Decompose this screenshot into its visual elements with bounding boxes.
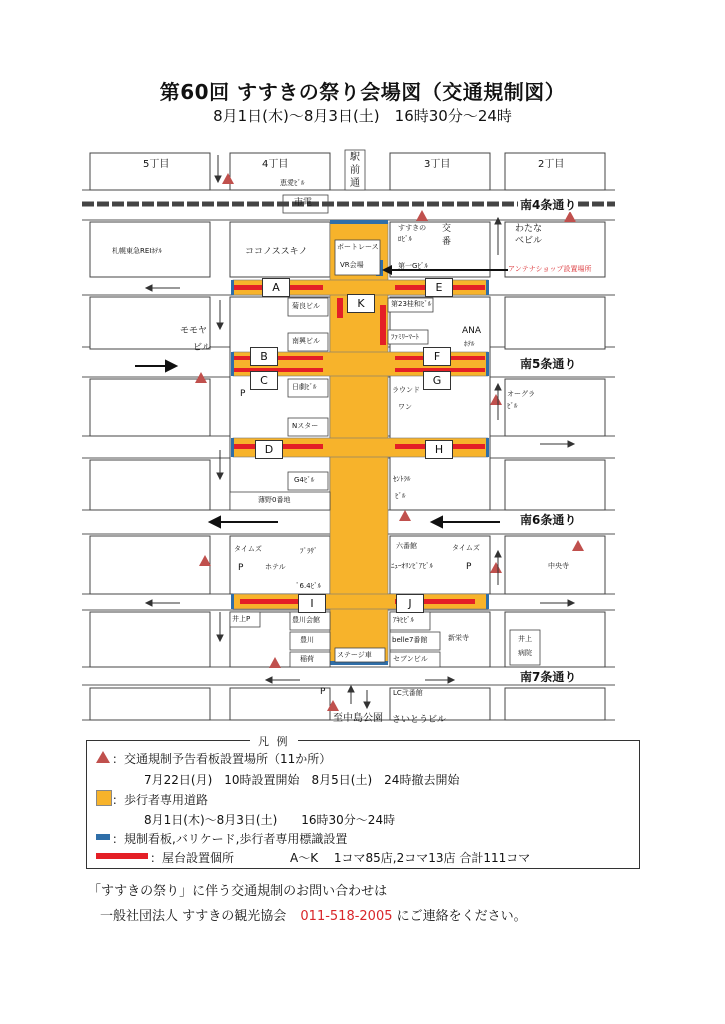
- susukino-0-label: 薄野0番地: [258, 496, 291, 504]
- ana-hotel-label-1: ANA: [462, 326, 482, 336]
- ekimae-label-2: 前: [350, 165, 360, 176]
- stage-truck-label: ステージ車: [337, 651, 372, 659]
- central-building-label-1: ｾﾝﾄﾗﾙ: [393, 475, 411, 483]
- stall-zone-k: K: [347, 294, 375, 313]
- legend-stall-symbol: [96, 853, 148, 859]
- inoue-hospital-label-2: 病院: [518, 649, 532, 657]
- toyokawa-label: 豊川: [300, 636, 314, 644]
- ougura-building-label-2: ﾋﾞﾙ: [507, 402, 518, 410]
- ougura-building-label-1: オーグラ: [507, 390, 535, 398]
- block-label-chome4: 4丁目: [262, 159, 289, 170]
- building-64-label: ﾞ6.4ﾋﾞﾙ: [296, 582, 322, 590]
- stall-zone-a: A: [262, 278, 290, 297]
- rokubankan-label: 六番館: [396, 542, 417, 550]
- stall-zone-b: B: [250, 347, 278, 366]
- legend-barrier-symbol: [96, 834, 110, 840]
- block-label-chome2: 2丁目: [538, 159, 565, 170]
- inari-label: 稲荷: [300, 655, 314, 663]
- family-mart-label: ﾌｧﾐﾘｰﾏｰﾄ: [391, 333, 419, 341]
- block-label-chome3: 3丁目: [424, 159, 451, 170]
- contact-organization: 一般社団法人 すすきの観光協会: [100, 909, 287, 924]
- susukino-building-label-2: ﾛﾋﾞﾙ: [398, 235, 412, 243]
- contact-intro: 「すすきの祭り」に伴う交通規制のお問い合わせは: [88, 884, 388, 899]
- seven-building-label: セブンビル: [393, 655, 428, 663]
- legend-sign-detail: 7月22日(月) 10時設置開始 8月5日(土) 24時撤去開始: [144, 773, 460, 787]
- central-building-label-2: ﾋﾞﾙ: [395, 492, 406, 500]
- antenna-shop-label: アンテナショップ設置場所: [508, 265, 592, 273]
- chuoji-label: 中央寺: [548, 562, 569, 570]
- new-olympia-label: ﾆｭｰｵﾘﾝﾋﾟｱﾋﾞﾙ: [391, 562, 433, 570]
- stall-zone-h: H: [425, 440, 453, 459]
- legend-sign-symbol: [96, 751, 110, 763]
- inoue-parking-label: 井上P: [232, 615, 251, 623]
- page-subtitle: 8月1日(木)～8月3日(土) 16時30分～24時: [213, 107, 512, 125]
- cocono-label: ココノススキノ: [245, 247, 308, 257]
- watana-label-2: べビル: [515, 236, 543, 246]
- ekimae-label-3: 通: [350, 178, 360, 189]
- contact-line: [100, 905, 527, 924]
- street-minami4: 南4条通り: [520, 198, 577, 212]
- nstar-label: Nスター: [292, 422, 319, 430]
- g4-building-label: G4ﾋﾞﾙ: [294, 476, 315, 484]
- parking-east-label: P: [466, 562, 472, 572]
- ekimae-label-1: 駅: [350, 152, 360, 163]
- sapporo-tokyu-label: 札幌東急REIﾎﾃﾙ: [112, 247, 162, 255]
- plaza-label: ﾌﾟﾗｻﾞ: [300, 547, 318, 555]
- koban-label-1: 交: [442, 224, 452, 234]
- contact-suffix: にご連絡をください。: [396, 909, 527, 924]
- hotel-west-label: ホテル: [265, 563, 286, 571]
- dai1g-label: 第一Gﾋﾞﾙ: [398, 262, 428, 270]
- legend-stall-label: ：屋台設置個所: [150, 851, 235, 865]
- nakajima-park-label: 至中島公園: [333, 713, 383, 724]
- round-one-label-1: ラウンド: [392, 386, 420, 394]
- momoya-label-2: ビル: [193, 343, 212, 353]
- dai23-building-label: 第23桂和ﾋﾞﾙ: [391, 300, 432, 308]
- akihi-building-label: ｱｷﾋﾋﾞﾙ: [393, 616, 414, 624]
- shineiji-label: 新栄寺: [448, 634, 469, 642]
- legend-sign-label: ：交通規制予告看板設置場所（11か所）: [112, 752, 332, 766]
- contact-phone: 011-518-2005: [300, 909, 393, 924]
- toyokawa-kaikan-label: 豊川会館: [292, 616, 320, 624]
- legend-barrier-label: ：規制看板,バリケード,歩行者専用標識設置: [112, 832, 348, 846]
- stall-zone-g: G: [423, 371, 451, 390]
- kikura-building-label: 菊良ビル: [292, 302, 320, 310]
- street-minami7: 南7条通り: [520, 670, 577, 684]
- legend-stall-detail: A～K 1コマ85店,2コマ13店 合計111コマ: [290, 851, 531, 865]
- inoue-hospital-label-1: 井上: [518, 635, 532, 643]
- times-west-label: タイムズ: [234, 545, 262, 553]
- stall-zone-i: I: [298, 594, 326, 613]
- watana-label-1: わたな: [515, 224, 543, 234]
- parking-c-label: P: [240, 389, 246, 399]
- lc-building-label: LC弐番館: [393, 689, 423, 697]
- legend-heading: 凡 例: [250, 733, 298, 749]
- tram-label: 市電: [294, 198, 313, 208]
- belle7-label: belle7番館: [392, 636, 428, 644]
- legend-pedestrian-detail: 8月1日(木)～8月3日(土) 16時30分～24時: [144, 813, 396, 827]
- legend-pedestrian-label: ：歩行者専用道路: [112, 793, 209, 807]
- stall-zone-c: C: [250, 371, 278, 390]
- nanko-building-label: 南興ビル: [292, 337, 320, 345]
- stall-zone-e: E: [425, 278, 453, 297]
- parking-west-label: P: [238, 563, 244, 573]
- nichie-building-label: 日劇ﾋﾞﾙ: [292, 383, 317, 391]
- stall-zone-j: J: [396, 594, 424, 613]
- stall-zone-f: F: [423, 347, 451, 366]
- koban-label-2: 番: [442, 237, 452, 247]
- legend-pedestrian-symbol: [96, 790, 112, 806]
- saito-building-label: さいとうビル: [392, 715, 447, 725]
- ana-hotel-label-2: ﾎﾃﾙ: [464, 340, 475, 348]
- street-minami6: 南6条通り: [520, 513, 577, 527]
- boatrace-label-2: VR会場: [340, 261, 364, 269]
- page-title: 第60回 すすきの祭り会場図（交通規制図）: [159, 80, 566, 104]
- times-east-label: タイムズ: [452, 544, 480, 552]
- stall-zone-d: D: [255, 440, 283, 459]
- keiwa-building-label: 恵愛ﾋﾞﾙ: [280, 179, 305, 187]
- block-label-chome5: 5丁目: [143, 159, 170, 170]
- momoya-label-1: モモヤ: [180, 326, 208, 336]
- parking-south-label: P: [320, 687, 326, 697]
- susukino-building-label-1: すすきの: [398, 224, 427, 232]
- boatrace-label-1: ボートレース: [337, 243, 379, 251]
- round-one-label-2: ワン: [398, 403, 412, 411]
- street-minami5: 南5条通り: [520, 357, 577, 371]
